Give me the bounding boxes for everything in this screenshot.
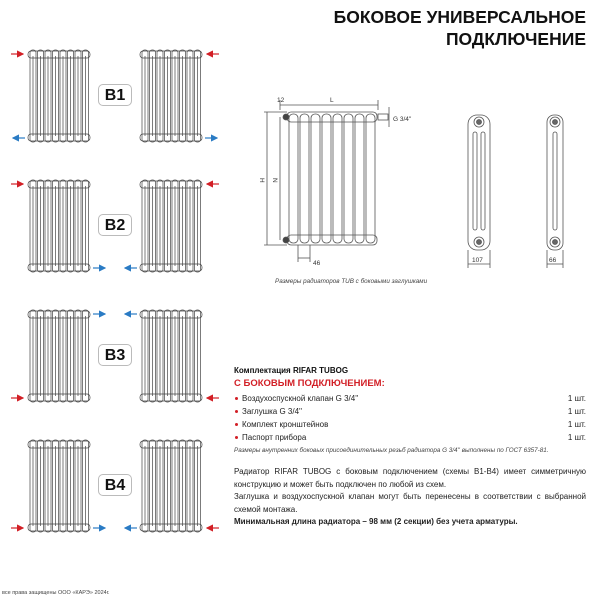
svg-text:46: 46	[313, 260, 321, 267]
svg-text:L: L	[330, 97, 334, 104]
svg-text:107: 107	[472, 257, 483, 264]
scheme-label-B2: B2	[98, 214, 132, 236]
radiator-B3-right	[140, 310, 202, 402]
side-view-107	[468, 115, 490, 268]
radiator-B1-left	[28, 50, 90, 142]
technical-drawing	[250, 90, 590, 280]
scheme-label-B1: B1	[98, 84, 132, 106]
page-title: БОКОВОЕ УНИВЕРСАЛЬНОЕ ПОДКЛЮЧЕНИЕ	[333, 7, 586, 49]
kit-note: Размеры внутренних боковых присоединительных резьб радиатора G 3/4'' выполнены по ГОСТ 6357-81.	[234, 447, 549, 454]
kit-subtitle: С БОКОВЫМ ПОДКЛЮЧЕНИЕМ:	[234, 378, 385, 389]
radiator-B1-right	[140, 50, 202, 142]
copyright: все права защищены ООО «КАРЭ» 2024г.	[2, 590, 110, 596]
front-view	[264, 100, 389, 262]
svg-text:66: 66	[549, 257, 557, 264]
svg-text:G 3/4'': G 3/4''	[393, 116, 412, 123]
kit-title: Комплектация RIFAR TUBOG	[234, 366, 349, 375]
side-view-66	[547, 115, 563, 268]
scheme-label-B4: B4	[98, 474, 132, 496]
radiator-B4-left	[28, 440, 90, 532]
list-item: Заглушка G 3/4'' 1 шт.	[234, 405, 586, 418]
radiator-B4-right	[140, 440, 202, 532]
list-item: Воздухоспускной клапан G 3/4'' 1 шт.	[234, 392, 586, 405]
radiator-B2-right	[140, 180, 202, 272]
radiator-B2-left	[28, 180, 90, 272]
svg-text:12: 12	[277, 97, 285, 104]
description: Радиатор RIFAR TUBOG с боковым подключением (схемы B1-B4) имеет симметричную конструкцию и может быть подключен по любой из схем. Заглушка и воздухоспускной клапан могут быть перенесены в соответствии с выбранной схемой монтажа. Минимальная длина радиатора – 98 мм (2 секции) без учета арматуры.	[234, 467, 586, 526]
kit-contents	[234, 366, 586, 454]
list-item: Комплект кронштейнов 1 шт.	[234, 418, 586, 431]
svg-text:N: N	[271, 178, 278, 183]
svg-text:H: H	[258, 178, 265, 183]
radiator-B3-left	[28, 310, 90, 402]
drawing-caption: Размеры радиаторов TUB с боковыми заглушками	[275, 278, 428, 285]
list-item: Паспорт прибора 1 шт.	[234, 431, 586, 444]
scheme-label-B3: B3	[98, 344, 132, 366]
